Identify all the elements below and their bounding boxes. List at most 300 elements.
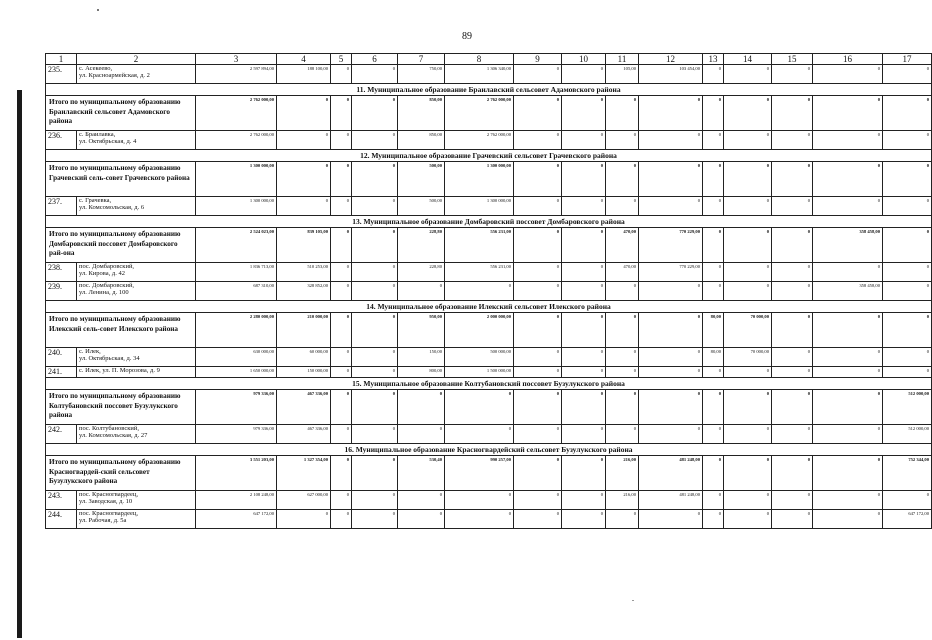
scan-speck (632, 600, 634, 601)
value-cell: 150,00 (398, 348, 445, 367)
subtotal-value: 0 (772, 456, 813, 491)
page-number: 89 (462, 31, 472, 42)
value-cell: 0 (514, 263, 562, 282)
value-cell: 0 (724, 263, 772, 282)
subtotal-value: 0 (639, 96, 703, 131)
subtotal-value: 0 (398, 390, 445, 425)
address-line: с. Браилавка, (79, 131, 116, 138)
value-cell: 0 (813, 491, 883, 510)
value-cell: 0 (639, 282, 703, 301)
column-header: 9 (514, 54, 562, 65)
value-cell: 0 (562, 425, 606, 444)
value-cell: 0 (606, 425, 639, 444)
subtotal-value: 0 (724, 390, 772, 425)
subtotal-value: 0 (772, 162, 813, 197)
value-cell: 0 (514, 491, 562, 510)
value-cell: 0 (703, 263, 724, 282)
subtotal-value: 0 (724, 456, 772, 491)
value-cell: 0 (724, 131, 772, 150)
column-header: 14 (724, 54, 772, 65)
value-cell: 80,00 (703, 348, 724, 367)
address-line: с. Илек, (79, 348, 101, 355)
subtotal-value: 850,00 (398, 96, 445, 131)
subtotal-value: 0 (639, 390, 703, 425)
subtotal-label: Итого по муниципальному образованию Домбаровский поссовет Домбаровского рай-она (46, 228, 196, 263)
value-cell: 0 (813, 131, 883, 150)
value-cell: 0 (352, 510, 398, 529)
table-row (46, 367, 932, 378)
subtotal-value: 0 (813, 313, 883, 348)
subtotal-value: 467 336,00 (277, 390, 331, 425)
value-cell: 0 (813, 425, 883, 444)
table-row (46, 131, 932, 150)
section-title: 12. Муниципальное образование Грачевский сельсовет Грачевского района (46, 150, 932, 162)
subtotal-value: 500,00 (398, 162, 445, 197)
section-heading-row (46, 150, 932, 162)
subtotal-value: 0 (562, 390, 606, 425)
value-cell: 0 (331, 131, 352, 150)
value-cell: 0 (813, 65, 883, 84)
column-header: 11 (606, 54, 639, 65)
table-row (46, 510, 932, 529)
value-cell: 0 (813, 510, 883, 529)
value-cell: 0 (772, 367, 813, 378)
column-header: 15 (772, 54, 813, 65)
subtotal-value: 0 (883, 96, 932, 131)
section-heading-row (46, 216, 932, 228)
subtotal-value: 2 280 000,00 (196, 313, 277, 348)
value-cell: 0 (703, 131, 724, 150)
value-cell: 0 (331, 263, 352, 282)
subtotal-value: 0 (703, 456, 724, 491)
value-cell: 0 (331, 65, 352, 84)
address-line: ул. Ленина, д. 100 (79, 289, 129, 297)
value-cell: 0 (883, 131, 932, 150)
value-cell: 0 (562, 131, 606, 150)
value-cell: 0 (445, 491, 514, 510)
address-line: ул. Комсомольская, д. 27 (79, 432, 148, 440)
value-cell: 328 852,00 (277, 282, 331, 301)
value-cell: 0 (562, 65, 606, 84)
value-cell: 0 (277, 510, 331, 529)
subtotal-value: 0 (606, 162, 639, 197)
row-number: 244. (46, 510, 77, 529)
table-row (46, 491, 932, 510)
subtotal-value: 0 (277, 96, 331, 131)
row-number: 242. (46, 425, 77, 444)
subtotal-value: 0 (703, 390, 724, 425)
subtotal-value: 0 (703, 162, 724, 197)
value-cell: 0 (514, 510, 562, 529)
address-line: ул. Октябрьская, д. 4 (79, 138, 137, 146)
subtotal-value: 1 327 354,00 (277, 456, 331, 491)
value-cell: 0 (813, 197, 883, 216)
column-header: 17 (883, 54, 932, 65)
column-header: 3 (196, 54, 277, 65)
subtotal-value: 0 (772, 313, 813, 348)
section-title: 11. Муниципальное образование Браилавский сельсовет Адамовского района (46, 84, 932, 96)
value-cell: 2 108 248,00 (196, 491, 277, 510)
value-cell: 647 172,00 (196, 510, 277, 529)
section-heading-row (46, 444, 932, 456)
subtotal-value: 0 (514, 456, 562, 491)
subtotal-value: 3 551 203,00 (196, 456, 277, 491)
value-cell: 850,00 (398, 131, 445, 150)
value-cell: 0 (883, 282, 932, 301)
value-cell: 0 (331, 425, 352, 444)
column-header: 12 (639, 54, 703, 65)
value-cell: 0 (562, 367, 606, 378)
value-cell: 0 (352, 197, 398, 216)
subtotal-value: 0 (724, 162, 772, 197)
subtotal-value: 0 (703, 96, 724, 131)
address-cell (77, 510, 196, 529)
value-cell: 70 000,00 (724, 348, 772, 367)
value-cell: 0 (331, 510, 352, 529)
column-header: 4 (277, 54, 331, 65)
value-cell: 0 (331, 367, 352, 378)
section-title: 15. Муниципальное образование Колтубановский поссовет Бузулукского района (46, 378, 932, 390)
value-cell: 0 (398, 282, 445, 301)
value-cell: 481 248,00 (639, 491, 703, 510)
section-heading-row (46, 301, 932, 313)
value-cell: 0 (606, 367, 639, 378)
subtotal-row (46, 390, 932, 425)
value-cell: 2 597 894,00 (196, 65, 277, 84)
section-title: 16. Муниципальное образование Красногвардейский сельсовет Бузулукского района (46, 444, 932, 456)
address-line: пос. Красногвардеец, (79, 510, 138, 517)
scan-speck (97, 9, 99, 11)
value-cell: 0 (639, 348, 703, 367)
value-cell: 0 (813, 367, 883, 378)
subtotal-value: 0 (883, 228, 932, 263)
value-cell: 0 (445, 510, 514, 529)
value-cell: 2 762 000,00 (196, 131, 277, 150)
column-header: 6 (352, 54, 398, 65)
value-cell: 0 (352, 491, 398, 510)
subtotal-label: Итого по муниципальному образованию Браилавский сельсовет Адамовского района (46, 96, 196, 131)
value-cell: 770 229,00 (639, 263, 703, 282)
subtotal-value: 0 (331, 96, 352, 131)
value-cell: 0 (724, 197, 772, 216)
row-number: 235. (46, 65, 77, 84)
value-cell: 0 (331, 491, 352, 510)
value-cell: 0 (703, 197, 724, 216)
value-cell: 0 (772, 425, 813, 444)
value-cell: 188 100,00 (277, 65, 331, 84)
value-cell: 0 (445, 282, 514, 301)
subtotal-value: 0 (445, 390, 514, 425)
subtotal-value: 2 000 000,00 (445, 313, 514, 348)
subtotal-value: 512 000,00 (883, 390, 932, 425)
value-cell: 0 (606, 131, 639, 150)
subtotal-value: 0 (514, 96, 562, 131)
value-cell: 150 000,00 (277, 367, 331, 378)
table-row (46, 425, 932, 444)
value-cell: 800,00 (398, 367, 445, 378)
subtotal-value: 481 248,00 (639, 456, 703, 491)
value-cell: 0 (514, 282, 562, 301)
value-cell: 0 (813, 348, 883, 367)
column-header: 16 (813, 54, 883, 65)
subtotal-value: 2 524 023,00 (196, 228, 277, 263)
subtotal-value: 0 (883, 313, 932, 348)
value-cell: 0 (562, 491, 606, 510)
row-number: 240. (46, 348, 77, 367)
subtotal-label: Итого по муниципальному образованию Грачевский сель-совет Грачевского района (46, 162, 196, 197)
value-cell: 0 (724, 425, 772, 444)
subtotal-value: 0 (639, 162, 703, 197)
address-line: с. Асекеево, (79, 65, 113, 72)
value-cell: 1 306 340,00 (445, 65, 514, 84)
value-cell: 647 172,00 (883, 510, 932, 529)
subtotal-value: 0 (331, 313, 352, 348)
value-cell: 0 (398, 491, 445, 510)
table-row (46, 348, 932, 367)
subtotal-value: 0 (562, 96, 606, 131)
subtotal-value: 1 300 000,00 (196, 162, 277, 197)
value-cell: 0 (277, 197, 331, 216)
value-cell: 0 (514, 425, 562, 444)
subtotal-label: Итого по муниципальному образованию Красногвардей-ский сельсовет Бузулукского района (46, 456, 196, 491)
value-cell: 0 (562, 197, 606, 216)
subtotal-value: 752 344,00 (883, 456, 932, 491)
value-cell: 60 000,00 (277, 348, 331, 367)
column-header: 2 (77, 54, 196, 65)
subtotal-value: 0 (352, 96, 398, 131)
value-cell: 0 (277, 131, 331, 150)
subtotal-value: 0 (606, 96, 639, 131)
value-cell: 0 (639, 367, 703, 378)
value-cell: 0 (883, 263, 932, 282)
value-cell: 500 000,00 (445, 348, 514, 367)
subtotal-value: 470,00 (606, 228, 639, 263)
value-cell: 1 500 000,00 (445, 367, 514, 378)
value-cell: 216,00 (606, 491, 639, 510)
value-cell: 0 (772, 263, 813, 282)
value-cell: 470,00 (606, 263, 639, 282)
value-cell: 467 336,00 (277, 425, 331, 444)
address-line: пос. Домбаровский, (79, 263, 135, 270)
value-cell: 0 (772, 491, 813, 510)
subtotal-row (46, 162, 932, 197)
subtotal-value: 2 762 000,00 (196, 96, 277, 131)
subtotal-value: 0 (352, 313, 398, 348)
value-cell: 0 (331, 348, 352, 367)
subtotal-value: 839 105,00 (277, 228, 331, 263)
value-cell: 1 300 000,00 (445, 197, 514, 216)
value-cell: 0 (639, 510, 703, 529)
value-cell: 0 (514, 65, 562, 84)
subtotal-value: 979 336,00 (196, 390, 277, 425)
value-cell: 0 (606, 282, 639, 301)
value-cell: 0 (352, 425, 398, 444)
subtotal-row (46, 456, 932, 491)
subtotal-value: 70 000,00 (724, 313, 772, 348)
value-cell: 0 (883, 348, 932, 367)
address-line: пос. Красногвардеец, (79, 491, 138, 498)
section-heading-row (46, 378, 932, 390)
value-cell: 0 (639, 425, 703, 444)
value-cell: 0 (813, 263, 883, 282)
row-number: 236. (46, 131, 77, 150)
subtotal-value: 0 (352, 228, 398, 263)
subtotal-value: 770 229,00 (639, 228, 703, 263)
table-row (46, 197, 932, 216)
row-number: 237. (46, 197, 77, 216)
value-cell: 0 (772, 131, 813, 150)
value-cell: 1 836 713,00 (196, 263, 277, 282)
subtotal-value: 950,00 (398, 313, 445, 348)
scan-edge-mark (17, 90, 22, 638)
value-cell: 0 (352, 282, 398, 301)
value-cell: 358 458,00 (813, 282, 883, 301)
subtotal-value: 216,00 (606, 456, 639, 491)
address-cell (77, 65, 196, 84)
subtotal-value: 0 (352, 162, 398, 197)
row-number: 243. (46, 491, 77, 510)
subtotal-value: 1 300 000,00 (445, 162, 514, 197)
subtotal-value: 0 (331, 228, 352, 263)
value-cell: 0 (562, 282, 606, 301)
subtotal-value: 0 (772, 228, 813, 263)
value-cell: 0 (606, 197, 639, 216)
value-cell: 0 (772, 510, 813, 529)
value-cell: 0 (772, 348, 813, 367)
value-cell: 0 (772, 197, 813, 216)
value-cell: 0 (772, 282, 813, 301)
value-cell: 0 (562, 510, 606, 529)
subtotal-label: Итого по муниципальному образованию Колтубановский поссовет Бузулукского района (46, 390, 196, 425)
row-number: 241. (46, 367, 77, 378)
value-cell: 0 (445, 425, 514, 444)
value-cell: 0 (514, 367, 562, 378)
subtotal-row (46, 96, 932, 131)
value-cell: 0 (398, 425, 445, 444)
value-cell: 0 (703, 491, 724, 510)
address-cell (77, 491, 196, 510)
address-cell (77, 425, 196, 444)
subtotal-value: 556 231,00 (445, 228, 514, 263)
subtotal-value: 0 (562, 162, 606, 197)
address-cell (77, 282, 196, 301)
subtotal-value: 0 (514, 162, 562, 197)
subtotal-value: 0 (352, 456, 398, 491)
value-cell: 1 650 000,00 (196, 367, 277, 378)
table-row (46, 65, 932, 84)
value-cell: 0 (562, 263, 606, 282)
value-cell: 0 (703, 425, 724, 444)
value-cell: 0 (331, 197, 352, 216)
value-cell: 0 (703, 282, 724, 301)
value-cell: 750,00 (398, 65, 445, 84)
value-cell: 0 (724, 65, 772, 84)
column-header: 8 (445, 54, 514, 65)
address-line: пос. Домбаровский, (79, 282, 135, 289)
subtotal-value: 0 (514, 390, 562, 425)
value-cell: 0 (772, 65, 813, 84)
subtotal-value: 0 (724, 96, 772, 131)
subtotal-value: 0 (277, 162, 331, 197)
value-cell: 510 253,00 (277, 263, 331, 282)
subtotal-value: 0 (562, 313, 606, 348)
value-cell: 0 (562, 348, 606, 367)
value-cell: 0 (514, 197, 562, 216)
subtotal-value: 0 (562, 456, 606, 491)
subtotal-value: 2 762 000,00 (445, 96, 514, 131)
value-cell: 0 (703, 510, 724, 529)
address-cell (77, 367, 196, 378)
address-line: ул. Кирова, д. 42 (79, 270, 125, 278)
address-cell (77, 348, 196, 367)
value-cell: 0 (724, 491, 772, 510)
address-cell (77, 197, 196, 216)
value-cell: 630 000,00 (196, 348, 277, 367)
value-cell: 556 231,00 (445, 263, 514, 282)
column-header: 10 (562, 54, 606, 65)
value-cell: 0 (883, 197, 932, 216)
subtotal-value: 80,00 (703, 313, 724, 348)
value-cell: 0 (352, 65, 398, 84)
value-cell: 0 (703, 65, 724, 84)
value-cell: 0 (514, 348, 562, 367)
section-title: 14. Муниципальное образование Илекский сельсовет Илекского района (46, 301, 932, 313)
value-cell: 0 (724, 282, 772, 301)
subtotal-value: 0 (813, 390, 883, 425)
value-cell: 0 (883, 367, 932, 378)
subtotal-row (46, 313, 932, 348)
value-cell: 0 (514, 131, 562, 150)
document-table (45, 53, 932, 529)
value-cell: 0 (398, 510, 445, 529)
subtotal-value: 358 458,00 (813, 228, 883, 263)
subtotal-label: Итого по муниципальному образованию Илекский сель-совет Илекского района (46, 313, 196, 348)
section-heading-row (46, 84, 932, 96)
subtotal-value: 0 (724, 228, 772, 263)
address-line: пос. Колтубановский, (79, 425, 139, 432)
subtotal-value: 0 (331, 162, 352, 197)
subtotal-value: 0 (883, 162, 932, 197)
value-cell: 2 762 000,00 (445, 131, 514, 150)
address-line: с. Илек, ул. П. Морозова, д. 9 (79, 367, 160, 374)
subtotal-value: 0 (813, 456, 883, 491)
value-cell: 627 000,00 (277, 491, 331, 510)
subtotal-value: 0 (331, 456, 352, 491)
column-header: 13 (703, 54, 724, 65)
subtotal-value: 0 (514, 228, 562, 263)
subtotal-value: 0 (331, 390, 352, 425)
value-cell: 0 (883, 491, 932, 510)
column-header: 5 (331, 54, 352, 65)
value-cell: 1 300 000,00 (196, 197, 277, 216)
row-number: 239. (46, 282, 77, 301)
subtotal-value: 0 (703, 228, 724, 263)
value-cell: 0 (883, 65, 932, 84)
column-header: 7 (398, 54, 445, 65)
address-line: ул. Заводская, д. 10 (79, 498, 133, 506)
value-cell: 0 (352, 367, 398, 378)
address-line: ул. Рабочая, д. 5а (79, 517, 127, 525)
value-cell: 0 (724, 367, 772, 378)
address-line: ул. Комсомольская, д. 6 (79, 204, 145, 212)
subtotal-value: 228,80 (398, 228, 445, 263)
subtotal-value: 0 (562, 228, 606, 263)
address-line: ул. Красноармейская, д. 2 (79, 72, 150, 80)
value-cell: 0 (331, 282, 352, 301)
table-row (46, 263, 932, 282)
value-cell: 0 (352, 263, 398, 282)
subtotal-value: 0 (813, 96, 883, 131)
